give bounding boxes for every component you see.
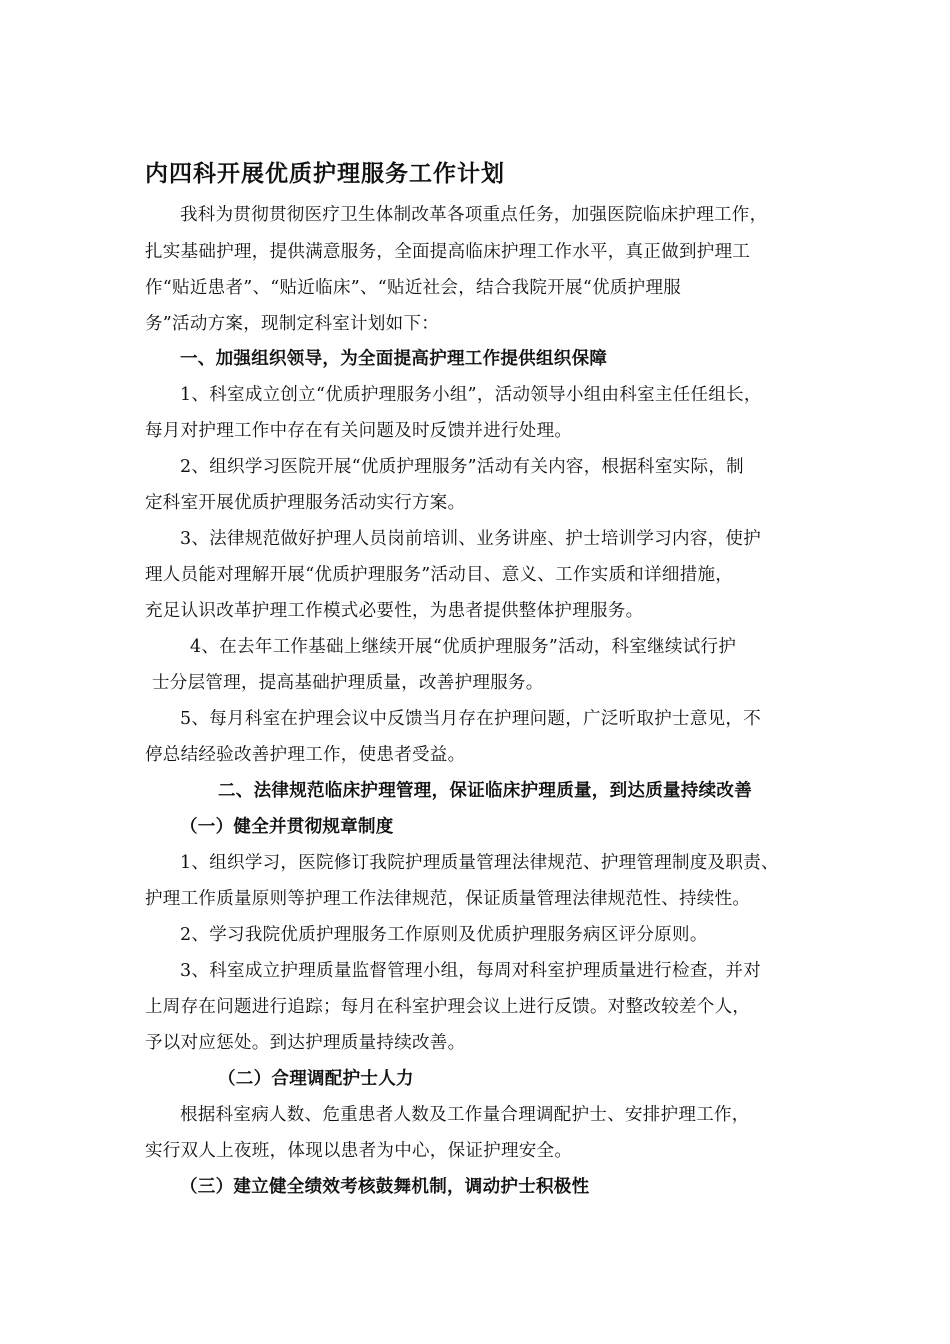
document-title: 内四科开展优质护理服务工作计划 xyxy=(145,160,505,187)
paragraph-line: 理人员能对理解开展“优质护理服务”活动目、意义、工作实质和详细措施， xyxy=(145,565,734,585)
paragraph-line: 1、科室成立创立“优质护理服务小组”，活动领导小组由科室主任任组长， xyxy=(180,385,762,405)
paragraph-line: 实行双人上夜班，体现以患者为中心，保证护理安全。 xyxy=(145,1141,573,1161)
paragraph-line: 上周存在问题进行追踪；每月在科室护理会议上进行反馈。对整改较差个人， xyxy=(145,997,751,1017)
section-heading: 一、加强组织领导，为全面提高护理工作提供组织保障 xyxy=(180,349,608,369)
paragraph-line: 2、学习我院优质护理服务工作原则及优质护理服务病区评分原则。 xyxy=(180,925,708,945)
paragraph-line: 作“贴近患者”、“贴近临床”、“贴近社会，结合我院开展“优质护理服 xyxy=(145,278,682,298)
subsection-heading: （二）合理调配护士人力 xyxy=(218,1069,414,1089)
paragraph-line: 护理工作质量原则等护理工作法律规范，保证质量管理法律规范性、持续性。 xyxy=(145,889,751,909)
paragraph-line: 每月对护理工作中存在有关问题及时反馈并进行处理。 xyxy=(145,421,573,441)
paragraph-line: 充足认识改革护理工作模式必要性，为患者提供整体护理服务。 xyxy=(145,601,644,621)
paragraph-line: 根据科室病人数、危重患者人数及工作量合理调配护士、安排护理工作， xyxy=(180,1105,750,1125)
paragraph-line: 我科为贯彻贯彻医疗卫生体制改革各项重点任务，加强医院临床护理工作， xyxy=(180,205,768,225)
paragraph-line: 务”活动方案，现制定科室计划如下： xyxy=(145,314,440,334)
paragraph-line: 3、科室成立护理质量监督管理小组，每周对科室护理质量进行检查，并对 xyxy=(180,961,762,981)
paragraph-line: 1、组织学习，医院修订我院护理质量管理法律规范、护理管理制度及职责、 xyxy=(180,853,779,873)
paragraph-line: 扎实基础护理，提供满意服务，全面提高临床护理工作水平，真正做到护理工 xyxy=(145,242,751,262)
paragraph-line: 停总结经验改善护理工作，使患者受益。 xyxy=(145,745,466,765)
paragraph-line: 5、每月科室在护理会议中反馈当月存在护理问题，广泛听取护士意见，不 xyxy=(180,709,762,729)
paragraph-line: 定科室开展优质护理服务活动实行方案。 xyxy=(145,493,466,513)
paragraph-line: 士分层管理，提高基础护理质量，改善护理服务。 xyxy=(152,673,544,693)
paragraph-line: 予以对应惩处。到达护理质量持续改善。 xyxy=(145,1033,466,1053)
paragraph-line: 2、组织学习医院开展“优质护理服务”活动有关内容，根据科室实际，制 xyxy=(180,457,744,477)
section-heading: 二、法律规范临床护理管理，保证临床护理质量，到达质量持续改善 xyxy=(218,781,752,801)
subsection-heading: （一）健全并贯彻规章制度 xyxy=(180,817,394,837)
subsection-heading: （三）建立健全绩效考核鼓舞机制，调动护士积极性 xyxy=(180,1177,590,1197)
paragraph-line: 4、在去年工作基础上继续开展“优质护理服务”活动，科室继续试行护 xyxy=(190,637,737,657)
paragraph-line: 3、法律规范做好护理人员岗前培训、业务讲座、护士培训学习内容，使护 xyxy=(180,529,762,549)
